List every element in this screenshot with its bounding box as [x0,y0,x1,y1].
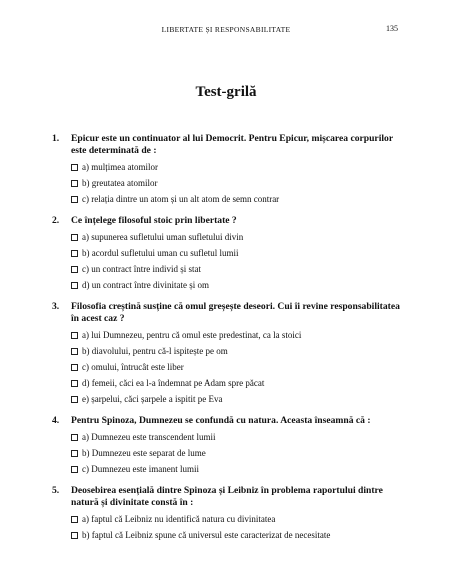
checkbox-icon[interactable] [71,234,78,241]
question-text: Filosofia creștină susține că omul greșește deseori. Cui îi revine responsabilitatea în acest caz ? [71,301,400,324]
checkbox-icon[interactable] [71,434,78,441]
answer-option-label: b) Dumnezeu este separat de lume [82,448,206,458]
running-head: LIBERTATE ȘI RESPONSABILITATE [161,25,291,34]
question-5 [52,485,404,541]
checkbox-icon[interactable] [71,466,78,473]
answer-option[interactable] [71,432,404,443]
answer-option[interactable] [71,464,404,475]
checkbox-icon[interactable] [71,332,78,339]
question-text: Pentru Spinoza, Dumnezeu se confundă cu natura. Aceasta înseamnă că : [71,415,371,426]
question-head [52,415,404,427]
answer-option-label: c) un contract între individ și stat [82,264,201,274]
checkbox-icon[interactable] [71,250,78,257]
answer-option-label: c) Dumnezeu este imanent lumii [82,464,199,474]
page-number: 135 [386,24,398,33]
page-title: Test-grilă [195,84,257,100]
checkbox-icon[interactable] [71,364,78,371]
question-text: Deosebirea esențială dintre Spinoza și Leibniz în problema raportului dintre natură și divinitate constă în : [71,485,383,508]
checkbox-icon[interactable] [71,282,78,289]
answer-option-label: c) relația dintre un atom și un alt atom de semn contrar [82,194,280,204]
answer-option[interactable] [71,514,404,525]
checkbox-icon[interactable] [71,396,78,403]
answer-option-label: c) omului, întrucât este liber [82,362,184,372]
checkbox-icon[interactable] [71,380,78,387]
question-1 [52,133,404,205]
answer-option-label: a) Dumnezeu este transcendent lumii [82,432,216,442]
question-3 [52,301,404,405]
answer-option[interactable] [71,330,404,341]
question-head [52,301,404,325]
checkbox-icon[interactable] [71,348,78,355]
answer-option-label: b) acordul sufletului uman cu sufletul lumii [82,248,239,258]
answer-option-label: b) diavolului, pentru că-l ispitește pe om [82,346,228,356]
answer-option[interactable] [71,162,404,173]
answer-option[interactable] [71,394,404,405]
question-text: Epicur este un continuator al lui Democrit. Pentru Epicur, mișcarea corpurilor este determinată de : [71,133,393,156]
question-number: 4. [52,415,60,426]
answer-option[interactable] [71,264,404,275]
answer-option[interactable] [71,280,404,291]
answer-option-label: a) faptul că Leibniz nu identifică natura cu divinitatea [82,514,276,524]
question-head [52,485,404,509]
question-list [52,133,404,551]
question-head [52,215,404,227]
checkbox-icon[interactable] [71,266,78,273]
answer-option[interactable] [71,248,404,259]
question-2 [52,215,404,291]
answer-option[interactable] [71,448,404,459]
checkbox-icon[interactable] [71,196,78,203]
answer-option-label: a) mulțimea atomilor [82,162,158,172]
question-number: 1. [52,133,60,144]
answer-option-label: d) un contract între divinitate și om [82,280,209,290]
answer-option[interactable] [71,232,404,243]
answer-option[interactable] [71,346,404,357]
answer-option-label: a) lui Dumnezeu, pentru că omul este predestinat, ca la stoici [82,330,302,340]
answer-option[interactable] [71,178,404,189]
checkbox-icon[interactable] [71,450,78,457]
question-number: 2. [52,215,60,226]
answer-option[interactable] [71,362,404,373]
question-number: 3. [52,301,60,312]
question-text: Ce înțelege filosoful stoic prin libertate ? [71,215,237,226]
checkbox-icon[interactable] [71,532,78,539]
answer-option-label: b) greutatea atomilor [82,178,158,188]
answer-option-label: b) faptul că Leibniz spune că universul este caracterizat de necesitate [82,530,331,540]
question-number: 5. [52,485,60,496]
answer-option-label: a) supunerea sufletului uman sufletului divin [82,232,244,242]
answer-option-label: d) femeii, căci ea l-a îndemnat pe Adam spre păcat [82,378,265,388]
checkbox-icon[interactable] [71,164,78,171]
answer-option[interactable] [71,378,404,389]
answer-option-label: e) șarpelui, căci șarpele a ispitit pe Eva [82,394,223,404]
answer-option[interactable] [71,194,404,205]
checkbox-icon[interactable] [71,180,78,187]
answer-option[interactable] [71,530,404,541]
question-head [52,133,404,157]
checkbox-icon[interactable] [71,516,78,523]
question-4 [52,415,404,475]
